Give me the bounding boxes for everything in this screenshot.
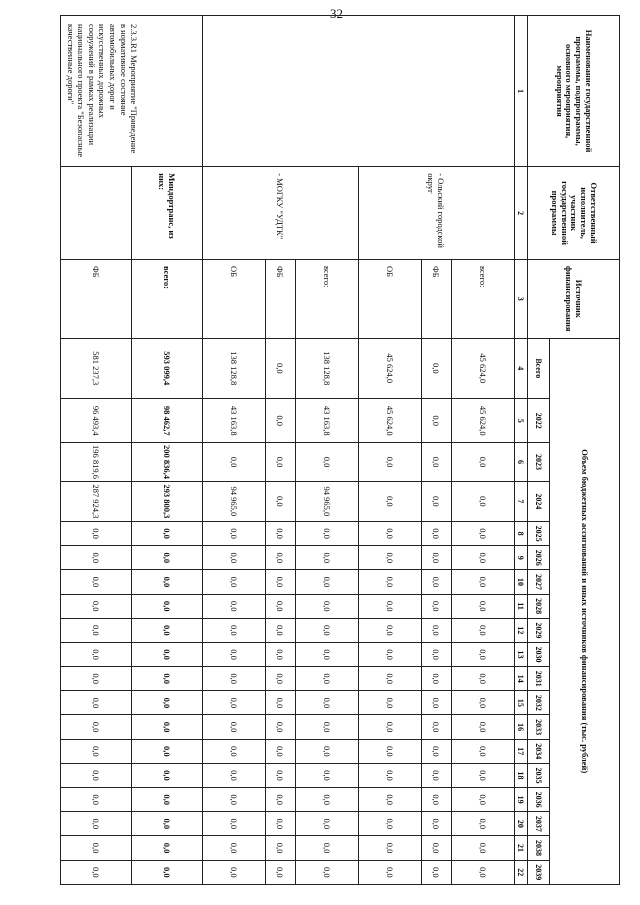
column-index: 19 (515, 788, 528, 812)
year-value-cell: 0,0 (296, 667, 359, 691)
year-value-cell: 0,0 (452, 715, 515, 739)
year-value-cell: 0,0 (61, 788, 132, 812)
year-value-cell: 0,0 (358, 521, 421, 545)
year-value-cell: 0,0 (421, 788, 451, 812)
year-value-cell: 0,0 (452, 691, 515, 715)
total-value-cell: 45 624,0 (358, 338, 421, 398)
year-value-cell: 0,0 (265, 399, 295, 443)
year-value-cell: 0,0 (61, 570, 132, 594)
header-year: 2027 (528, 570, 550, 594)
year-value-cell: 0,0 (265, 594, 295, 618)
year-value-cell: 0,0 (452, 836, 515, 860)
year-value-cell: 0,0 (265, 570, 295, 594)
year-value-cell: 0,0 (61, 860, 132, 884)
year-value-cell: 0,0 (61, 667, 132, 691)
year-value-cell: 0,0 (358, 443, 421, 481)
year-value-cell: 293 800,3 (131, 481, 202, 521)
year-value-cell: 0,0 (61, 594, 132, 618)
header-executor: Ответственный исполнитель, участник государственной программы (528, 167, 620, 260)
column-index: 20 (515, 812, 528, 836)
year-value-cell: 43 163,8 (202, 399, 265, 443)
year-value-cell: 0,0 (452, 788, 515, 812)
year-value-cell: 0,0 (202, 763, 265, 787)
year-value-cell: 0,0 (131, 739, 202, 763)
year-value-cell: 0,0 (61, 691, 132, 715)
year-value-cell: 0,0 (265, 739, 295, 763)
year-value-cell: 94 965,0 (202, 481, 265, 521)
year-value-cell: 0,0 (358, 715, 421, 739)
column-index: 11 (515, 594, 528, 618)
header-year: 2024 (528, 481, 550, 521)
year-value-cell: 0,0 (452, 443, 515, 481)
year-value-cell: 0,0 (421, 521, 451, 545)
year-value-cell: 0,0 (358, 691, 421, 715)
year-value-cell: 0,0 (131, 836, 202, 860)
year-value-cell: 0,0 (131, 642, 202, 666)
year-value-cell: 0,0 (131, 570, 202, 594)
column-index: 12 (515, 618, 528, 642)
total-value-cell: 138 128,8 (202, 338, 265, 398)
year-value-cell: 0,0 (452, 860, 515, 884)
column-index: 17 (515, 739, 528, 763)
column-index: 1 (515, 16, 528, 167)
year-value-cell: 0,0 (131, 691, 202, 715)
year-value-cell: 0,0 (61, 521, 132, 545)
year-value-cell: 0,0 (202, 618, 265, 642)
year-value-cell: 0,0 (296, 594, 359, 618)
funding-source-cell: ОБ (202, 259, 265, 338)
year-value-cell: 0,0 (296, 763, 359, 787)
header-year: 2038 (528, 836, 550, 860)
year-value-cell: 0,0 (421, 836, 451, 860)
total-value-cell: 0,0 (265, 338, 295, 398)
year-value-cell: 0,0 (265, 691, 295, 715)
year-value-cell: 0,0 (202, 739, 265, 763)
executor-cell: - МОГКУ "УДТК" (202, 167, 358, 260)
year-value-cell: 0,0 (202, 594, 265, 618)
year-value-cell: 45 624,0 (452, 399, 515, 443)
year-value-cell: 0,0 (265, 836, 295, 860)
year-value-cell: 0,0 (131, 715, 202, 739)
year-value-cell: 0,0 (265, 521, 295, 545)
year-value-cell: 0,0 (421, 618, 451, 642)
header-year: 2030 (528, 642, 550, 666)
year-value-cell: 0,0 (265, 860, 295, 884)
year-value-cell: 0,0 (265, 642, 295, 666)
year-value-cell: 0,0 (452, 481, 515, 521)
funding-source-cell: ФБ (265, 259, 295, 338)
year-value-cell: 0,0 (131, 618, 202, 642)
year-value-cell: 0,0 (421, 399, 451, 443)
year-value-cell: 0,0 (61, 739, 132, 763)
year-value-cell: 98 462,7 (131, 399, 202, 443)
total-value-cell: 593 099,4 (131, 338, 202, 398)
year-value-cell: 0,0 (296, 443, 359, 481)
total-value-cell: 45 624,0 (452, 338, 515, 398)
column-index: 5 (515, 399, 528, 443)
header-program-name: Наименование государственной программы, подпрограммы, основного мероприятия, мероприятия (528, 16, 620, 167)
header-year: 2028 (528, 594, 550, 618)
column-index: 2 (515, 167, 528, 260)
header-year: 2023 (528, 443, 550, 481)
executor-cell: Миндортранс, из них: (131, 167, 202, 260)
year-value-cell: 0,0 (296, 570, 359, 594)
column-index: 18 (515, 763, 528, 787)
funding-source-cell: всего: (296, 259, 359, 338)
rotated-table-container (60, 15, 620, 885)
header-funding-volume: Объем бюджетных ассигнований и иных источников финансирования (тыс. рублей) (550, 338, 620, 884)
funding-source-cell: всего: (452, 259, 515, 338)
year-value-cell: 0,0 (131, 860, 202, 884)
year-value-cell: 0,0 (421, 481, 451, 521)
year-value-cell: 0,0 (358, 739, 421, 763)
year-value-cell: 0,0 (202, 570, 265, 594)
year-value-cell: 0,0 (61, 763, 132, 787)
header-year: 2026 (528, 546, 550, 570)
year-value-cell: 0,0 (452, 667, 515, 691)
year-value-cell: 0,0 (61, 812, 132, 836)
year-value-cell: 0,0 (296, 546, 359, 570)
year-value-cell: 0,0 (202, 691, 265, 715)
year-value-cell: 0,0 (265, 546, 295, 570)
funding-source-cell: ОБ (358, 259, 421, 338)
year-value-cell: 0,0 (296, 739, 359, 763)
header-year: 2032 (528, 691, 550, 715)
year-value-cell: 43 163,8 (296, 399, 359, 443)
year-value-cell: 0,0 (202, 788, 265, 812)
year-value-cell: 0,0 (452, 812, 515, 836)
year-value-cell: 0,0 (421, 812, 451, 836)
column-index: 7 (515, 481, 528, 521)
year-value-cell: 0,0 (265, 667, 295, 691)
year-value-cell: 0,0 (421, 594, 451, 618)
program-name-cell (202, 16, 514, 167)
header-year: 2034 (528, 739, 550, 763)
column-index: 16 (515, 715, 528, 739)
year-value-cell: 0,0 (265, 812, 295, 836)
funding-source-cell: всего: (131, 259, 202, 338)
year-value-cell: 0,0 (358, 546, 421, 570)
column-index: 4 (515, 338, 528, 398)
year-value-cell: 0,0 (61, 546, 132, 570)
year-value-cell: 0,0 (296, 715, 359, 739)
year-value-cell: 96 493,4 (61, 399, 132, 443)
year-value-cell: 196 819,6 (61, 443, 132, 481)
year-value-cell: 0,0 (421, 570, 451, 594)
funding-source-cell: ФБ (421, 259, 451, 338)
column-index: 14 (515, 667, 528, 691)
year-value-cell: 0,0 (202, 443, 265, 481)
year-value-cell: 0,0 (202, 715, 265, 739)
header-year: 2029 (528, 618, 550, 642)
funding-source-cell: ФБ (61, 259, 132, 338)
year-value-cell: 0,0 (358, 594, 421, 618)
column-index: 3 (515, 259, 528, 338)
year-value-cell: 0,0 (452, 642, 515, 666)
column-index: 22 (515, 860, 528, 884)
year-value-cell: 0,0 (202, 642, 265, 666)
year-value-cell: 0,0 (452, 618, 515, 642)
header-funding-source: Источник финансирования (528, 259, 620, 338)
executor-cell (61, 167, 132, 260)
column-index: 6 (515, 443, 528, 481)
year-value-cell: 0,0 (421, 691, 451, 715)
year-value-cell: 0,0 (358, 481, 421, 521)
year-value-cell: 0,0 (296, 836, 359, 860)
year-value-cell: 0,0 (61, 836, 132, 860)
total-value-cell: 138 128,8 (296, 338, 359, 398)
year-value-cell: 0,0 (131, 546, 202, 570)
year-value-cell: 0,0 (358, 836, 421, 860)
year-value-cell: 0,0 (131, 594, 202, 618)
year-value-cell: 0,0 (202, 812, 265, 836)
header-year: 2036 (528, 788, 550, 812)
year-value-cell: 0,0 (296, 691, 359, 715)
year-value-cell: 0,0 (358, 667, 421, 691)
header-total: Всего (528, 338, 550, 398)
table-row (452, 16, 515, 885)
year-value-cell: 0,0 (358, 763, 421, 787)
header-year: 2025 (528, 521, 550, 545)
year-value-cell: 0,0 (61, 642, 132, 666)
year-value-cell: 0,0 (131, 812, 202, 836)
header-year: 2037 (528, 812, 550, 836)
year-value-cell: 0,0 (421, 715, 451, 739)
year-value-cell: 0,0 (421, 739, 451, 763)
column-index: 13 (515, 642, 528, 666)
year-value-cell: 0,0 (358, 618, 421, 642)
year-value-cell: 200 836,4 (131, 443, 202, 481)
year-value-cell: 0,0 (131, 788, 202, 812)
year-value-cell: 0,0 (131, 763, 202, 787)
executor-cell: - Ольский городской округ (358, 167, 514, 260)
year-value-cell: 0,0 (358, 570, 421, 594)
header-year: 2031 (528, 667, 550, 691)
page-number: 32 (330, 6, 343, 21)
year-value-cell: 0,0 (296, 812, 359, 836)
header-year: 2035 (528, 763, 550, 787)
column-index: 10 (515, 570, 528, 594)
year-value-cell: 0,0 (61, 618, 132, 642)
year-value-cell: 0,0 (358, 788, 421, 812)
year-value-cell: 0,0 (296, 521, 359, 545)
year-value-cell: 0,0 (265, 788, 295, 812)
year-value-cell: 0,0 (265, 763, 295, 787)
year-value-cell: 0,0 (131, 521, 202, 545)
year-value-cell: 0,0 (358, 860, 421, 884)
column-index: 8 (515, 521, 528, 545)
budget-table (60, 15, 620, 885)
year-value-cell: 0,0 (296, 642, 359, 666)
year-value-cell: 45 624,0 (358, 399, 421, 443)
year-value-cell: 0,0 (202, 667, 265, 691)
year-value-cell: 0,0 (265, 618, 295, 642)
total-value-cell: 581 237,3 (61, 338, 132, 398)
column-index: 15 (515, 691, 528, 715)
year-value-cell: 0,0 (452, 763, 515, 787)
year-value-cell: 0,0 (421, 443, 451, 481)
year-value-cell: 0,0 (61, 715, 132, 739)
year-value-cell: 0,0 (421, 763, 451, 787)
year-value-cell: 0,0 (421, 860, 451, 884)
header-year: 2033 (528, 715, 550, 739)
year-value-cell: 94 965,0 (296, 481, 359, 521)
year-value-cell: 287 924,3 (61, 481, 132, 521)
year-value-cell: 0,0 (452, 594, 515, 618)
year-value-cell: 0,0 (452, 570, 515, 594)
year-value-cell: 0,0 (358, 642, 421, 666)
column-index: 9 (515, 546, 528, 570)
year-value-cell: 0,0 (131, 667, 202, 691)
year-value-cell: 0,0 (452, 739, 515, 763)
year-value-cell: 0,0 (296, 788, 359, 812)
year-value-cell: 0,0 (296, 860, 359, 884)
year-value-cell: 0,0 (265, 443, 295, 481)
header-year: 2022 (528, 399, 550, 443)
year-value-cell: 0,0 (421, 546, 451, 570)
year-value-cell: 0,0 (202, 860, 265, 884)
year-value-cell: 0,0 (265, 481, 295, 521)
year-value-cell: 0,0 (296, 618, 359, 642)
year-value-cell: 0,0 (265, 715, 295, 739)
column-index: 21 (515, 836, 528, 860)
year-value-cell: 0,0 (452, 546, 515, 570)
total-value-cell: 0,0 (421, 338, 451, 398)
year-value-cell: 0,0 (202, 521, 265, 545)
year-value-cell: 0,0 (452, 521, 515, 545)
year-value-cell: 0,0 (202, 546, 265, 570)
year-value-cell: 0,0 (202, 836, 265, 860)
year-value-cell: 0,0 (421, 667, 451, 691)
year-value-cell: 0,0 (421, 642, 451, 666)
header-year: 2039 (528, 860, 550, 884)
program-name-cell: 2.3.3.R1 Мероприятие "Приведение в нормативное состояние автомобильных дорог и искусственных дорожных сооружений в рамках реализации национального проекта "Безопасные качественные дороги" (61, 16, 203, 167)
year-value-cell: 0,0 (358, 812, 421, 836)
table-row (131, 16, 202, 885)
